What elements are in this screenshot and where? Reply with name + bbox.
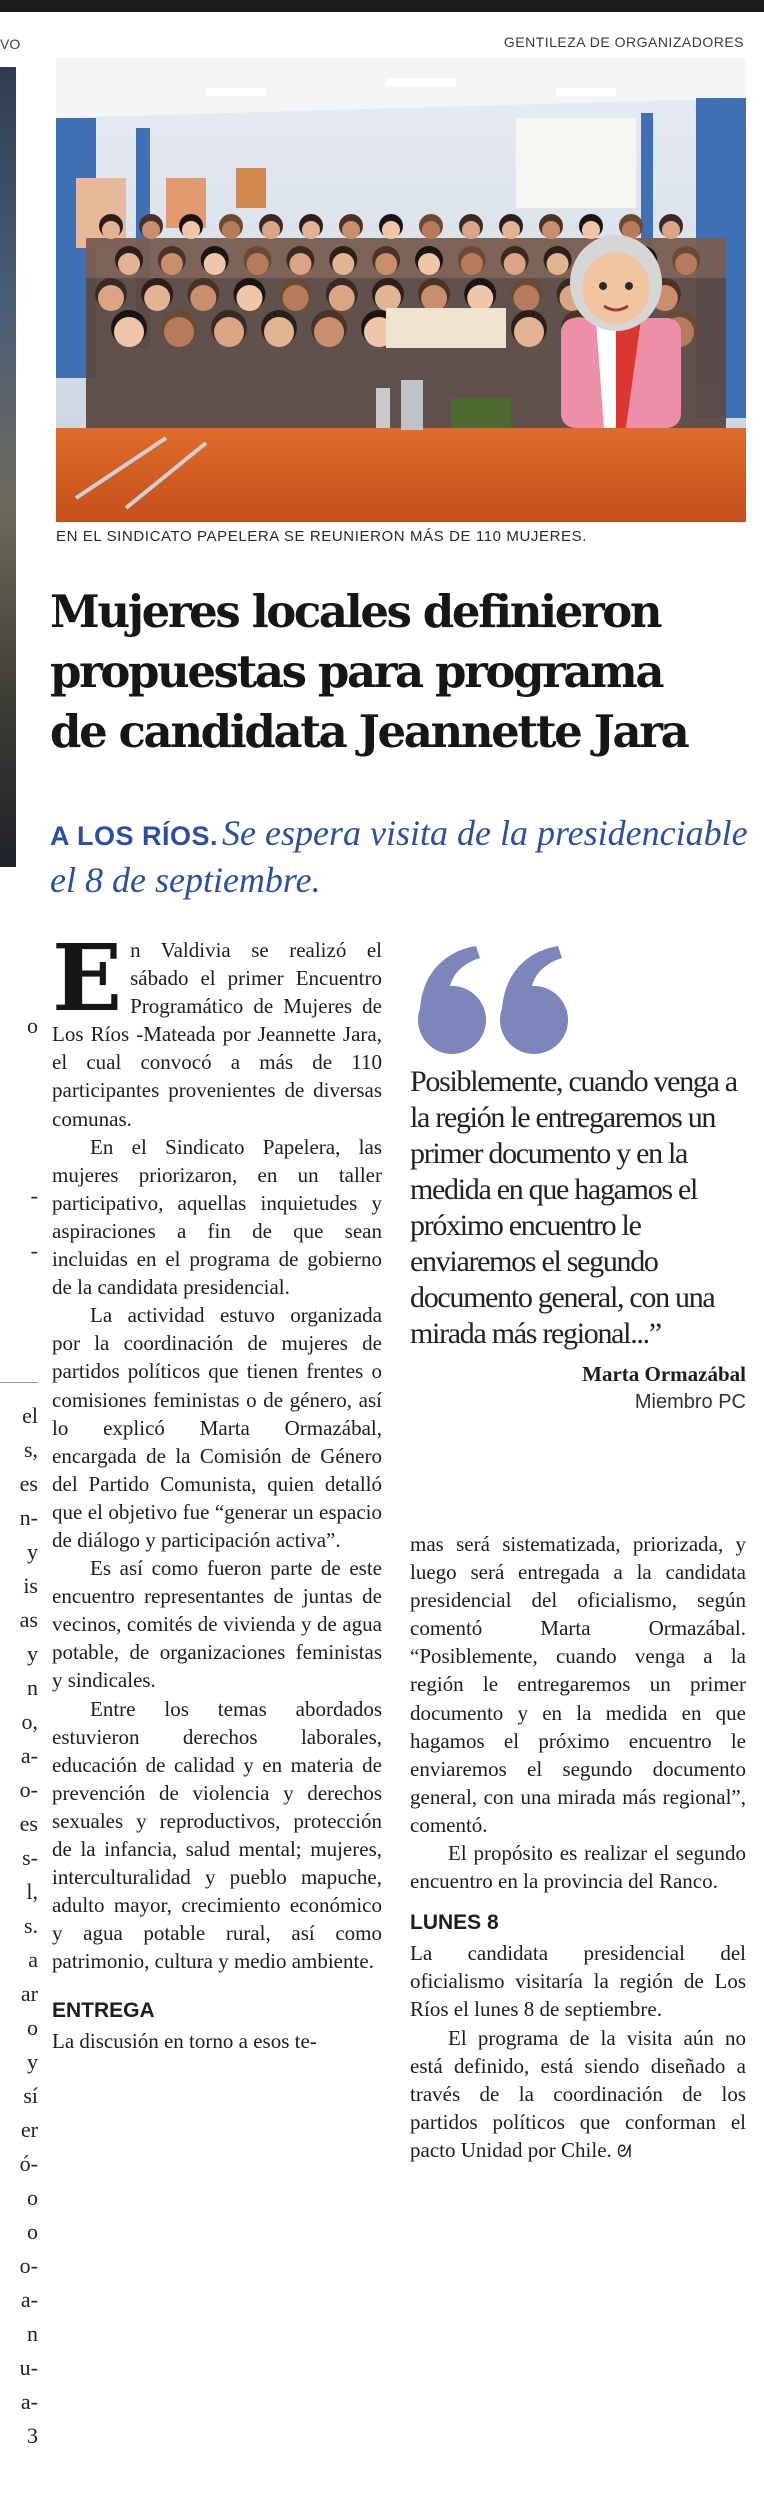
previous-article-fragment-line: o [27,1013,38,1038]
previous-article-fragment-line: el [22,1403,38,1428]
previous-article-fragment-line: s- [22,1845,38,1870]
previous-article-fragment-line: n- [19,1505,38,1530]
paragraph-10-text: El programa de la visita aún no está definido, está siendo diseñado a través de la coordinación de los partidos políticos que conforman el pacto Unidad por Chile. [410,2025,746,2162]
crowd-person-face [662,221,680,239]
previous-article-fragment-line: y [27,2049,38,2074]
crowd-person-face [289,253,311,275]
previous-article-fragment-line: o [27,2185,38,2210]
previous-article-fragment-line: o- [19,2253,38,2278]
quote-mark-icon [410,940,580,1060]
crowd-person-face [204,253,226,275]
previous-article-fragment-line: s, [23,1437,38,1462]
subhead-entrega: ENTREGA [52,1999,155,2023]
crowd-person-face [247,253,269,275]
previous-article-fragment-line: s. [23,1913,38,1938]
previous-article-fragment-line: a- [20,2287,38,2312]
paragraph-6: La discusión en torno a esos te- [52,2029,317,2054]
previous-article-fragment-line: es [19,1811,38,1836]
pull-quote-name: Marta Ormazábal [582,1362,746,1386]
crowd-person-face [161,253,183,275]
previous-article-photo-edge [0,67,16,867]
crowd-person-face [547,253,569,275]
page-top-bar [0,0,764,12]
headline [50,582,750,762]
crowd-person-face [502,221,520,239]
previous-article-fragment-line: as [19,1607,38,1632]
drop-cap: E [52,924,123,1032]
crowd-person-face [342,221,360,239]
headline-line-2: propuestas para programa [50,645,663,698]
previous-article-fragment-line: - [30,1238,38,1263]
crowd-person-face [462,221,480,239]
previous-article-fragment-line: sí [23,2083,38,2108]
article-photo [56,58,746,522]
previous-article-fragment-line: - [30,1183,38,1208]
crowd-person-face [142,221,160,239]
crowd-person-face [514,317,544,347]
previous-article-fragment-line: u- [19,2355,38,2380]
crowd-person-face [190,285,216,311]
crowd-person-face [329,285,355,311]
previous-article-fragment-line: n [27,1675,38,1700]
crowd-person-face [422,221,440,239]
column-rule [0,1382,38,1383]
crowd-person-face [164,317,194,347]
pull-quote-role: Miembro PC [634,1391,746,1413]
crowd-person-face [182,221,200,239]
crowd-person-face [236,285,262,311]
previous-article-fragment-line: a- [20,1743,38,1768]
crowd-person-face [102,221,120,239]
crowd-person-face [582,221,600,239]
crowd-person-face [214,317,244,347]
crowd-person-face [222,221,240,239]
paragraph-2: En el Sindicato Papelera, las mujeres priorizaron, en un taller participativo, aquellas inquietudes y aspiraciones a fin de que sean incluidas en el programa de gobierno de la candidata presidencial. [52,1134,382,1300]
previous-article-fragment-line: a [28,1947,38,1972]
subhead-lunes-8: LUNES 8 [410,1911,499,1935]
previous-article-fragment-line: y [27,1641,38,1666]
previous-article-fragment-line: o [27,2015,38,2040]
crowd-person-face [144,285,170,311]
previous-article-fragment-line: is [23,1573,38,1598]
pull-quote [410,940,746,1414]
previous-article-fragment-line: o- [19,1777,38,1802]
paragraph-4: Es así como fueron parte de este encuentro representantes de juntas de vecinos, comités de vivienda y de agua potable, de organizaciones feministas y sindicales. [52,1556,382,1693]
paragraph-8: El propósito es realizar el segundo encuentro en la provincia del Ranco. [410,1841,746,1894]
crowd-person-face [283,285,309,311]
crowd-person-face [375,253,397,275]
paragraph-7: mas será sistematizada, priorizada, y luego será entregada a la candidata presidencial del oficialismo, según comentó Marta Ormazábal. “Posiblemente, cuando venga a la región le entregaremos un primer documento y en la medida en que hagamos el próximo encuentro le enviaremos el segundo documento general, con una mirada más regional”, comentó. [410,1532,746,1837]
headline-line-1: Mujeres locales definieron [50,585,661,638]
previous-article-fragment-line: a- [20,2389,38,2414]
photo-caption: EN EL SINDICATO PAPELERA SE REUNIERON MÁS DE 110 MUJERES. [56,528,588,545]
previous-article-fragment-line: ar [20,1981,38,2006]
article-column-1 [52,924,382,2056]
end-mark-icon: ᘛ [617,2141,632,2162]
previous-article-fragment-line: y [27,1539,38,1564]
crowd-person-face [302,221,320,239]
crowd-person-face [418,253,440,275]
crowd-person-face [504,253,526,275]
crowd-person-face [262,221,280,239]
paragraph-3: La actividad estuvo organizada por la coordinación de mujeres de partidos políticos que tienen frentes o comisiones feministas o de género, así lo explicó Marta Ormazábal, encargada de la Comisión de Género del Partido Comunista, quien detalló que el objetivo fue “generar un espacio de diálogo y participación activa”. [52,1303,382,1552]
headline-line-3: de candidata Jeannette Jara [50,705,688,758]
crowd-person-face [118,253,140,275]
crowd-person-face [675,253,697,275]
paragraph-1-text: n Valdivia se realizó el sábado el primer Encuentro Programático de Mujeres de Los Ríos -Mateada por Jeannette Jara, el cual convocó a más de 110 participantes provenientes de diversas comunas. [52,938,382,1131]
crowd-person-face [382,221,400,239]
previous-article-fragment-line: o [27,2219,38,2244]
paragraph-1 [52,924,382,1133]
previous-article-fragment-line: es [19,1471,38,1496]
photo-credit: GENTILEZA DE ORGANIZADORES [503,34,744,50]
crowd-person-face [114,317,144,347]
crowd-person-face [513,285,539,311]
crowd-person-face [461,253,483,275]
previous-article-column [0,12,52,2512]
crowd-person-face [98,285,124,311]
previous-article-fragment-line: ó- [19,2151,38,2176]
crowd-person-face [332,253,354,275]
deck-text: Se espera visita de la presidenciable el 8 de septiembre. [50,813,748,900]
paragraph-10 [410,2024,746,2166]
previous-article-fragment-line: er [20,2117,38,2142]
paragraph-5: Entre los temas abordados estuvieron derechos laborales, educación de calidad y en materia de prevención de violencia y derechos sexuales y reproductivos, protección de la infancia, salud mental; mujeres, interculturalidad y pueblo mapuche, adulto mayor, crecimiento económico y agua potable rural, así como patrimonio, cultura y medio ambiente. [52,1696,382,1974]
previous-article-fragment-line: n [27,2321,38,2346]
crowd-person-face [467,285,493,311]
previous-article-fragment-line: 3 [27,2423,38,2448]
crowd-person-face [314,317,344,347]
deck [50,810,750,904]
paragraph-9: La candidata presidencial del oficialismo visitaría la región de Los Ríos el lunes 8 de septiembre. [410,1941,746,2022]
section-kicker: A LOS RÍOS. [50,821,219,851]
article-column-2 [410,1530,746,2166]
previous-article-fragment-line: l, [26,1879,38,1904]
crowd-person-face [264,317,294,347]
crowd-person-face [542,221,560,239]
crowd-person-face [421,285,447,311]
crowd-person-face [375,285,401,311]
pull-quote-text: Posiblemente, cuando venga a la región le entregaremos un primer documento y en la medida en que hagamos el próximo encuentro le enviaremos el segundo documento general, con una mirada más regional...” [410,1065,737,1350]
previous-article-fragment-line: o, [21,1709,38,1734]
previous-article-fragment: VO [0,36,21,52]
